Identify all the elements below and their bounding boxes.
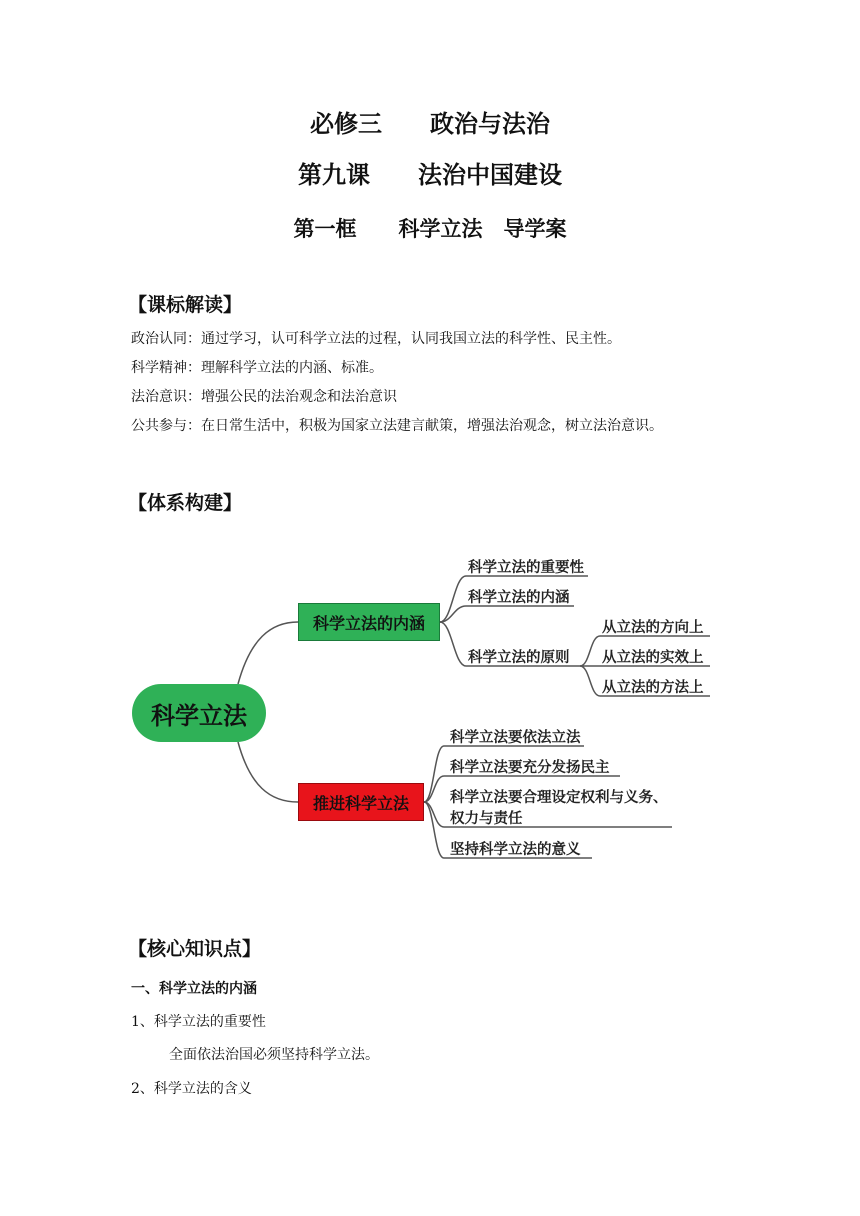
mind-map	[120, 540, 720, 870]
system-heading: 【体系构建】	[128, 492, 243, 514]
mindmap-leaf: 权力与责任	[450, 811, 523, 827]
mindmap-leaf: 科学立法的内涵	[468, 590, 570, 606]
mindmap-leaf: 从立法的方向上	[602, 620, 704, 636]
core-heading: 【核心知识点】	[128, 938, 262, 960]
mindmap-leaf: 坚持科学立法的意义	[450, 842, 581, 858]
core-item: 1、科学立法的重要性	[131, 1014, 266, 1030]
curriculum-heading: 【课标解读】	[128, 294, 243, 316]
section-title: 第一框 科学立法 导学案	[293, 217, 567, 241]
mindmap-leaf: 科学立法要充分发扬民主	[450, 760, 610, 776]
mindmap-leaf: 科学立法的重要性	[468, 560, 584, 576]
core-item-text: 全面依法治国必须坚持科学立法。	[169, 1047, 379, 1063]
mindmap-leaf: 从立法的实效上	[602, 650, 704, 666]
connector-b1-child2	[440, 606, 574, 622]
page-title: 必修三 政治与法治	[310, 110, 550, 138]
curriculum-item: 政治认同：通过学习，认可科学立法的过程，认同我国立法的科学性、民主性。	[131, 331, 621, 347]
core-item: 2、科学立法的含义	[131, 1081, 252, 1097]
mindmap-root-node: 科学立法	[132, 684, 266, 742]
mindmap-branch-connotation: 科学立法的内涵	[298, 603, 440, 641]
core-section-title: 一、科学立法的内涵	[131, 981, 257, 997]
mindmap-leaf: 科学立法要合理设定权利与义务、	[450, 790, 668, 806]
curriculum-item: 科学精神：理解科学立法的内涵、标准。	[131, 360, 383, 376]
mindmap-leaf: 科学立法的原则	[468, 650, 570, 666]
mindmap-branch-promote: 推进科学立法	[298, 783, 424, 821]
connector-root-branch1	[238, 622, 298, 684]
curriculum-item: 法治意识：增强公民的法治观念和法治意识	[131, 389, 397, 405]
lesson-title: 第九课 法治中国建设	[298, 161, 562, 189]
mindmap-leaf: 科学立法要依法立法	[450, 730, 581, 746]
connector-root-branch2	[238, 742, 298, 802]
mindmap-leaf: 从立法的方法上	[602, 680, 704, 696]
curriculum-item: 公共参与：在日常生活中，积极为国家立法建言献策，增强法治观念，树立法治意识。	[131, 418, 663, 434]
